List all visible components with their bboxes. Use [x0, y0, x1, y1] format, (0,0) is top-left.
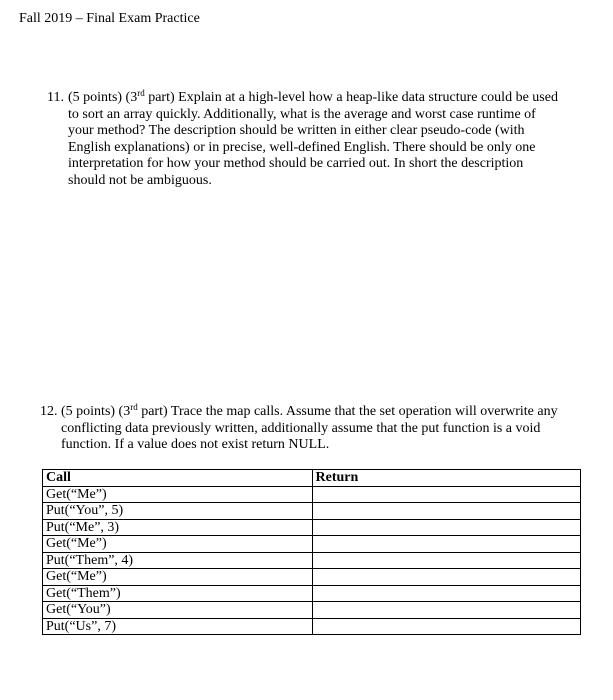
- question-text: [61, 404, 588, 454]
- question-line: to sort an array quickly. Additionally, what is the average and worst case runtime of: [68, 106, 536, 122]
- return-cell[interactable]: [312, 618, 580, 635]
- call-cell: Get(“Me”): [43, 536, 313, 553]
- return-cell[interactable]: [312, 536, 580, 553]
- question-line: function. If a value does not exist return NULL.: [61, 437, 330, 453]
- call-cell: Get(“You”): [43, 602, 313, 619]
- question-12: [40, 404, 588, 454]
- table-row: [43, 519, 581, 536]
- call-cell: Get(“Them”): [43, 585, 313, 602]
- question-intro-line: (5 points) (3rd part) Trace the map calls. Assume that the set operation will overwrite any: [61, 402, 558, 419]
- table-row: [43, 486, 581, 503]
- page-header: Fall 2019 – Final Exam Practice: [19, 11, 200, 26]
- table-header-row: [43, 470, 581, 487]
- return-cell[interactable]: [312, 519, 580, 536]
- return-cell[interactable]: [312, 552, 580, 569]
- return-column-header: Return: [312, 470, 580, 487]
- table-row: [43, 585, 581, 602]
- question-line: interpretation for how your method should be carried out. In short the description: [68, 156, 524, 172]
- question-line: English explanations) or in precise, well-defined English. There should be only one: [68, 139, 536, 155]
- call-cell: Put(“Me”, 3): [43, 519, 313, 536]
- map-trace-table: [42, 469, 581, 635]
- return-cell[interactable]: [312, 486, 580, 503]
- call-cell: Put(“Us”, 7): [43, 618, 313, 635]
- table-row: [43, 536, 581, 553]
- question-intro-line: (5 points) (3rd part) Explain at a high-level how a heap-like data structure could be used: [68, 88, 558, 105]
- return-cell[interactable]: [312, 585, 580, 602]
- table-row: [43, 569, 581, 586]
- call-cell: Get(“Me”): [43, 486, 313, 503]
- return-cell[interactable]: [312, 503, 580, 520]
- question-line: your method? The description should be written in either clear pseudo-code (with: [68, 123, 525, 139]
- question-line: should not be ambiguous.: [68, 172, 212, 188]
- question-number: 12.: [40, 404, 58, 419]
- table-row: [43, 503, 581, 520]
- table-row: [43, 602, 581, 619]
- return-cell[interactable]: [312, 602, 580, 619]
- call-cell: Put(“You”, 5): [43, 503, 313, 520]
- question-text: [68, 90, 587, 190]
- call-cell: Get(“Me”): [43, 569, 313, 586]
- question-number: 11.: [47, 90, 64, 105]
- table-row: [43, 618, 581, 635]
- question-line: conflicting data previously written, additionally assume that the put function is a void: [61, 420, 541, 436]
- return-cell[interactable]: [312, 569, 580, 586]
- table-row: [43, 552, 581, 569]
- call-cell: Put(“Them”, 4): [43, 552, 313, 569]
- call-column-header: Call: [43, 470, 313, 487]
- question-11: [47, 90, 587, 190]
